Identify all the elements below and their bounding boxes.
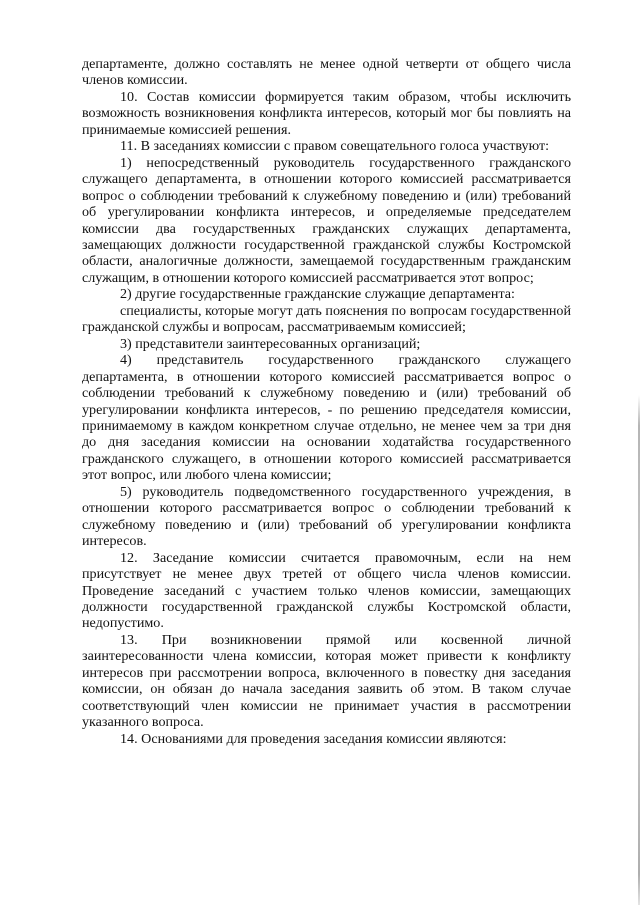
paragraph-subitem-5: 5) руководитель подведомственного государственного учреждения, в отношении которого рассматривается вопрос о соблюдении требований к служебному поведению и (или) требований об урегулировании конфликта интересов.: [82, 483, 571, 550]
paragraph-item-10: 10. Состав комиссии формируется таким образом, чтобы исключить возможность возникновения конфликта интересов, который мог бы повлиять на принимаемые комиссией решения.: [82, 88, 571, 138]
paragraph-continuation: департаменте, должно составлять не менее одной четверти от общего числа членов комиссии.: [82, 56, 571, 89]
paragraph-subitem-4: 4) представитель государственного гражданского служащего департамента, в отношении которого комиссией рассматривается вопрос о соблюдении требований к служебному поведению и (или) требований об урегулировании конфликта интересов, - по решению председателя комиссии, принимаемому в каждом конкретном случае отдельно, не менее чем за три дня до дня заседания комиссии на основании ходатайства государственного гражданского служащего, в отношении которого комиссией рассматривается этот вопрос, или любого члена комиссии;: [82, 352, 571, 484]
paragraph-item-12: 12. Заседание комиссии считается правомочным, если на нем присутствует не менее двух третей от общего числа членов комиссии. Проведение заседаний с участием только членов комиссии, замещающих должности государственной гражданской службы Костромской области, недопустимо.: [82, 549, 571, 632]
paragraph-subitem-2: 2) другие государственные гражданские служащие департамента:: [120, 286, 515, 303]
document-body: [82, 56, 571, 747]
paragraph-subitem-1: 1) непосредственный руководитель государственного гражданского служащего департамента, в отношении которого комиссией рассматривается вопрос о соблюдении требований к служебному поведению и (или) требований об урегулировании конфликта интересов, и определяемые председателем комиссии два государственных гражданских служащих департамента, замещающих должности государственной гражданской службы Костромской области, аналогичные должности, замещаемой государственным гражданским служащим, в отношении которого комиссией рассматривается этот вопрос;: [82, 154, 571, 286]
paragraph-item-13: 13. При возникновении прямой или косвенной личной заинтересованности члена комиссии, которая может привести к конфликту интересов при рассмотрении вопроса, включенного в повестку дня заседания комиссии, он обязан до начала заседания заявить об этом. В таком случае соответствующий член комиссии не принимает участия в рассмотрении указанного вопроса.: [82, 631, 571, 731]
paragraph-item-11: 11. В заседаниях комиссии с правом совещательного голоса участвуют:: [120, 138, 550, 155]
paragraph-subitem-3: 3) представители заинтересованных организаций;: [120, 335, 421, 352]
paragraph-specialists: специалисты, которые могут дать пояснения по вопросам государственной гражданской службы и вопросам, рассматриваемым комиссией;: [82, 302, 571, 336]
paragraph-item-14: 14. Основаниями для проведения заседания комиссии являются:: [120, 730, 507, 747]
